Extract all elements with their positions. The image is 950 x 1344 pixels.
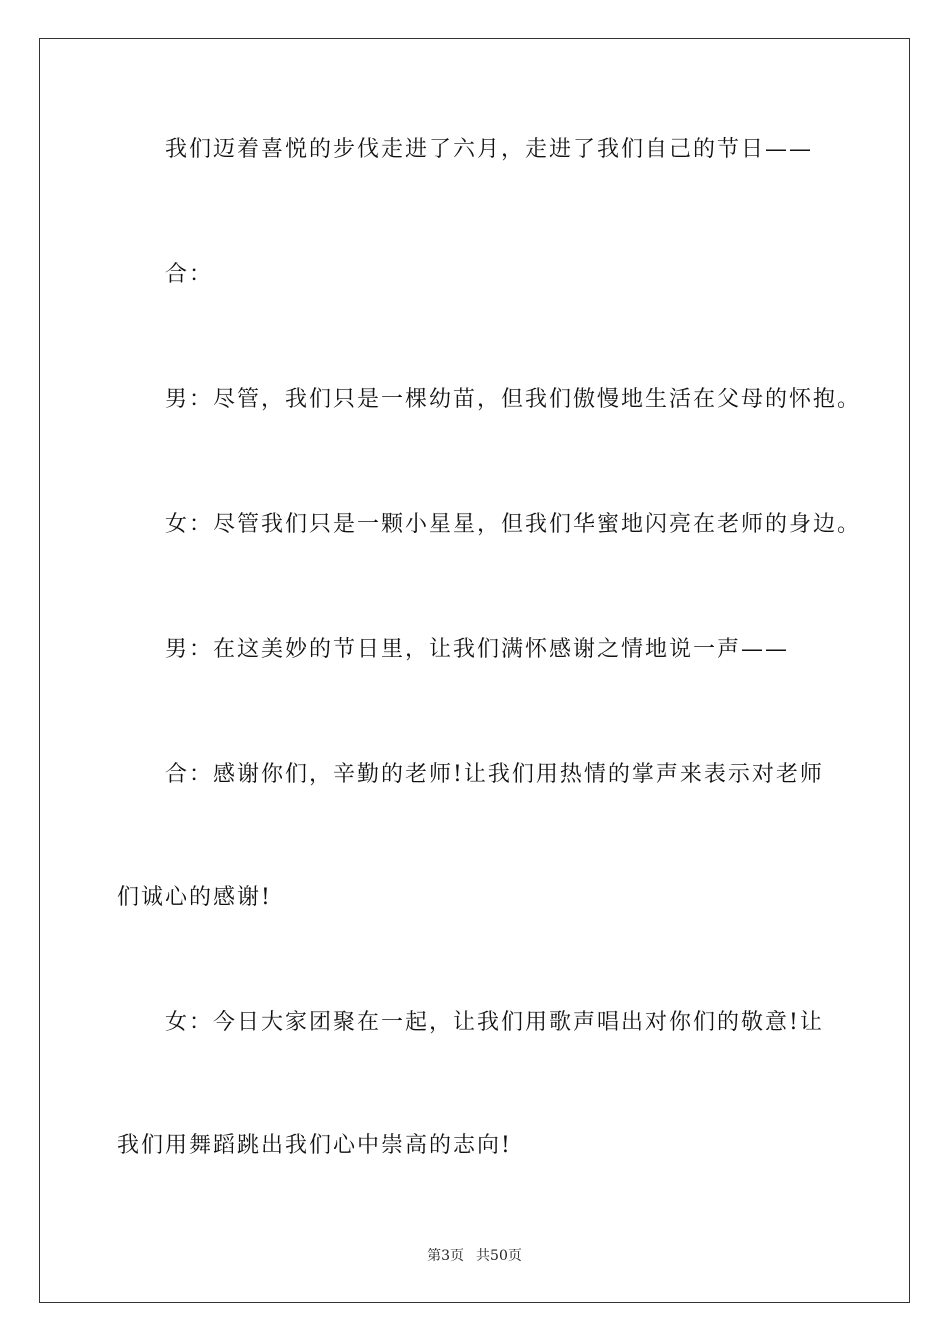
- paragraph-line: 我们迈着喜悦的步伐走进了六月，走进了我们自己的节日——: [165, 137, 814, 162]
- page-footer: [40, 1247, 909, 1265]
- page-total: 共50页: [476, 1248, 522, 1264]
- paragraph-line: 们诚心的感谢!: [117, 885, 272, 910]
- paragraph-line: 女：今日大家团聚在一起，让我们用歌声唱出对你们的敬意!让: [165, 1010, 824, 1035]
- paragraph-line: 男：尽管，我们只是一棵幼苗，但我们傲慢地生活在父母的怀抱。: [165, 387, 862, 412]
- paragraph-line: 我们用舞蹈跳出我们心中崇高的志向!: [117, 1133, 512, 1158]
- paragraph-line: 男：在这美妙的节日里，让我们满怀感谢之情地说一声——: [165, 637, 790, 662]
- page-number: 第3页: [427, 1248, 465, 1264]
- paragraph-line: 女：尽管我们只是一颗小星星，但我们华蜜地闪亮在老师的身边。: [165, 512, 862, 537]
- paragraph-line: 合：: [165, 262, 214, 287]
- paragraph-line: 合：感谢你们，辛勤的老师!让我们用热情的掌声来表示对老师: [165, 762, 824, 787]
- page-frame: [39, 38, 910, 1303]
